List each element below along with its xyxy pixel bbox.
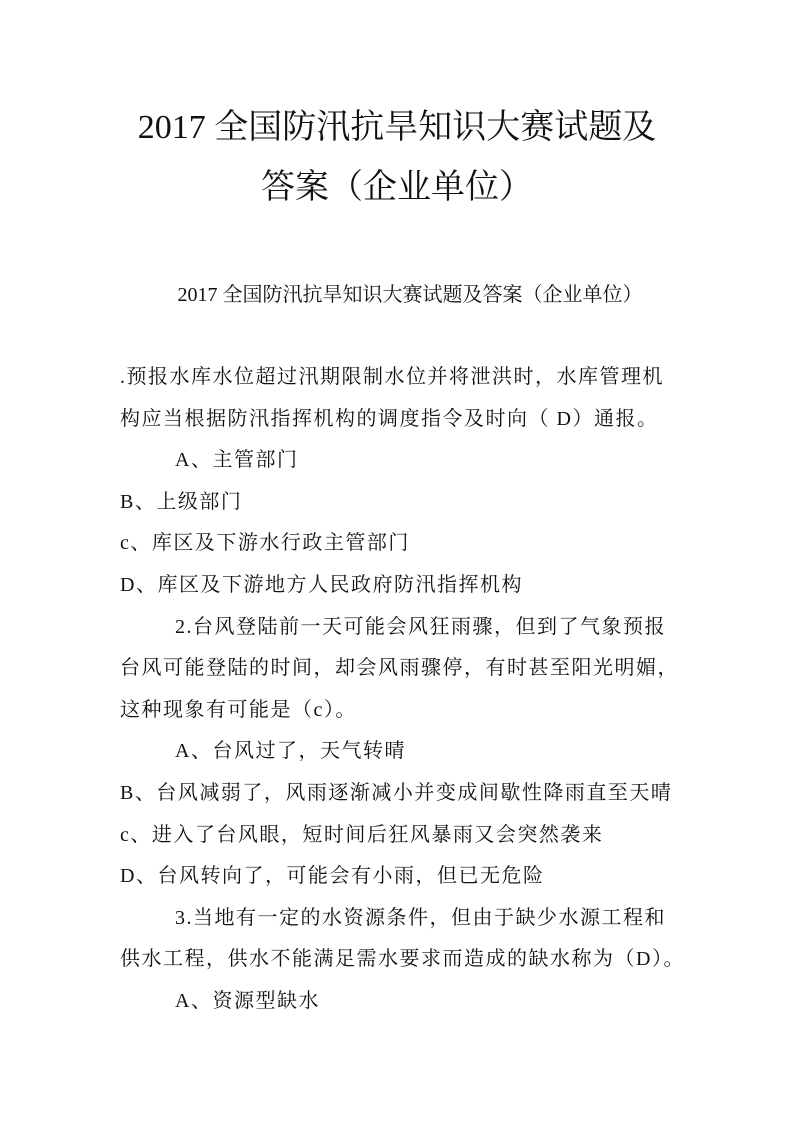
option-b: B、台风减弱了，风雨逐渐减小并变成间歇性降雨直至天晴 (120, 781, 673, 804)
question-stem-line: .预报水库水位超过汛期限制水位并将泄洪时，水库管理机 (120, 366, 664, 388)
question-stem-line: 这种现象有可能是（c）。 (120, 698, 357, 721)
question-2 (120, 607, 760, 898)
option-a: A、主管部门 (175, 449, 299, 472)
option-b: B、上级部门 (120, 490, 243, 513)
document-body (120, 357, 760, 1023)
title-line-1: 2017 全国防汛抗旱知识大赛试题及 (137, 109, 657, 146)
question-stem-line: 台风可能登陆的时间，却会风雨骤停，有时甚至阳光明媚， (120, 657, 679, 680)
option-c: c、库区及下游水行政主管部门 (120, 532, 410, 555)
option-d: D、库区及下游地方人民政府防汛指挥机构 (120, 573, 523, 596)
question-stem-line: 供水工程，供水不能满足需水要求而造成的缺水称为（D）。 (120, 948, 685, 971)
question-stem-line: 构应当根据防汛指挥机构的调度指令及时向（ D）通报。 (120, 407, 659, 430)
question-stem-line: 2.台风登陆前一天可能会风狂雨骤，但到了气象预报 (175, 615, 666, 638)
option-a: A、资源型缺水 (175, 989, 320, 1012)
option-a: A、台风过了，天气转晴 (175, 740, 406, 763)
option-c: c、进入了台风眼，短时间后狂风暴雨又会突然袭来 (120, 823, 604, 846)
subtitle: 2017 全国防汛抗旱知识大赛试题及答案（企业单位） (177, 284, 643, 306)
option-d: D、台风转向了，可能会有小雨，但已无危险 (120, 865, 545, 888)
title-line-2: 答案（企业单位） (261, 169, 533, 206)
question-3 (120, 898, 760, 1023)
page-title (0, 98, 794, 218)
question-1 (120, 357, 760, 607)
question-stem-line: 3.当地有一定的水资源条件，但由于缺少水源工程和 (175, 906, 666, 929)
